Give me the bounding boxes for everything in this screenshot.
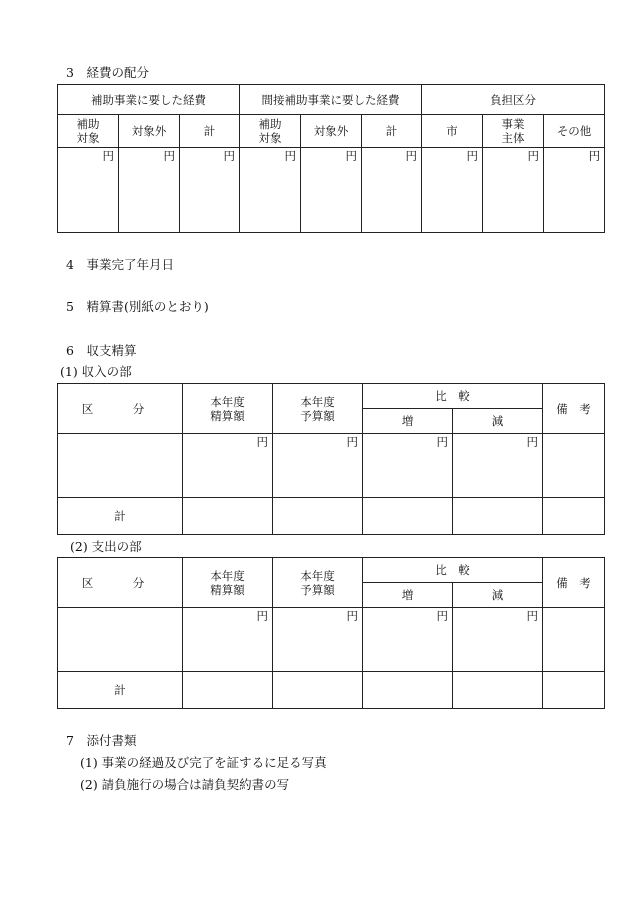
group-header-burden: 負担区分 xyxy=(422,85,605,115)
col-header-indirect-total: 計 xyxy=(362,115,422,148)
yen-unit: 円 xyxy=(273,434,363,498)
attachment-item-contract: (2) 請負施行の場合は請負契約書の写 xyxy=(80,777,290,792)
total-label: 計 xyxy=(58,672,183,709)
yen-unit: 円 xyxy=(183,434,273,498)
yen-unit: 円 xyxy=(183,608,273,672)
group-header-indirect: 間接補助事業に要した経費 xyxy=(240,85,422,115)
header-comparison: 比 較 xyxy=(363,384,543,409)
col-header-indirect-eligible: 補助 対象 xyxy=(240,115,301,148)
header-comparison: 比 較 xyxy=(363,558,543,583)
header-increase: 増 xyxy=(363,583,453,608)
yen-unit: 円 xyxy=(273,608,363,672)
col-header-other: その他 xyxy=(544,115,605,148)
yen-unit: 円 xyxy=(483,148,544,233)
total-cell xyxy=(363,498,453,535)
header-row xyxy=(58,558,605,583)
group-header-direct: 補助事業に要した経費 xyxy=(58,85,240,115)
header-settled-amount: 本年度 精算額 xyxy=(183,384,273,434)
header-settled-amount: 本年度 精算額 xyxy=(183,558,273,608)
header-remarks: 備 考 xyxy=(543,558,605,608)
category-cell xyxy=(58,608,183,672)
total-cell xyxy=(273,672,363,709)
section-7-heading: 7 添付書類 xyxy=(66,733,137,748)
remarks-cell xyxy=(543,608,605,672)
header-increase: 増 xyxy=(363,409,453,434)
header-category: 区 分 xyxy=(58,558,183,608)
yen-unit: 円 xyxy=(363,608,453,672)
amount-row xyxy=(58,608,605,672)
header-row xyxy=(58,384,605,409)
yen-unit: 円 xyxy=(119,148,180,233)
total-cell xyxy=(363,672,453,709)
header-budget-amount: 本年度 予算額 xyxy=(273,384,363,434)
total-cell xyxy=(273,498,363,535)
attachment-item-photos: (1) 事業の経過及び完了を証するに足る写真 xyxy=(80,755,327,770)
yen-unit: 円 xyxy=(544,148,605,233)
section-6-heading: 6 収支精算 xyxy=(66,343,137,358)
yen-unit: 円 xyxy=(240,148,301,233)
total-cell xyxy=(543,498,605,535)
expense-table xyxy=(57,557,605,709)
total-cell xyxy=(183,498,273,535)
section-5-heading: 5 精算書(別紙のとおり) xyxy=(66,299,209,314)
column-header-row xyxy=(58,115,605,148)
col-header-direct-total: 計 xyxy=(180,115,240,148)
col-header-direct-ineligible: 対象外 xyxy=(119,115,180,148)
yen-unit: 円 xyxy=(301,148,362,233)
total-row xyxy=(58,498,605,535)
header-category: 区 分 xyxy=(58,384,183,434)
total-label: 計 xyxy=(58,498,183,535)
header-remarks: 備 考 xyxy=(543,384,605,434)
header-budget-amount: 本年度 予算額 xyxy=(273,558,363,608)
col-header-operator: 事業 主体 xyxy=(483,115,544,148)
header-decrease: 減 xyxy=(453,583,543,608)
section-4-heading: 4 事業完了年月日 xyxy=(66,257,174,272)
amount-row xyxy=(58,148,605,233)
header-decrease: 減 xyxy=(453,409,543,434)
income-heading: (1) 収入の部 xyxy=(60,364,132,379)
amount-row xyxy=(58,434,605,498)
section-3-heading: 3 経費の配分 xyxy=(66,65,149,80)
total-cell xyxy=(543,672,605,709)
yen-unit: 円 xyxy=(453,434,543,498)
yen-unit: 円 xyxy=(453,608,543,672)
yen-unit: 円 xyxy=(422,148,483,233)
yen-unit: 円 xyxy=(363,434,453,498)
income-table xyxy=(57,383,605,535)
expense-heading: (2) 支出の部 xyxy=(70,539,142,554)
category-cell xyxy=(58,434,183,498)
remarks-cell xyxy=(543,434,605,498)
col-header-direct-eligible: 補助 対象 xyxy=(58,115,119,148)
total-cell xyxy=(453,498,543,535)
expense-allocation-table xyxy=(57,84,605,233)
col-header-city: 市 xyxy=(422,115,483,148)
total-row xyxy=(58,672,605,709)
col-header-indirect-ineligible: 対象外 xyxy=(301,115,362,148)
yen-unit: 円 xyxy=(362,148,422,233)
total-cell xyxy=(183,672,273,709)
yen-unit: 円 xyxy=(58,148,119,233)
group-header-row xyxy=(58,85,605,115)
total-cell xyxy=(453,672,543,709)
yen-unit: 円 xyxy=(180,148,240,233)
